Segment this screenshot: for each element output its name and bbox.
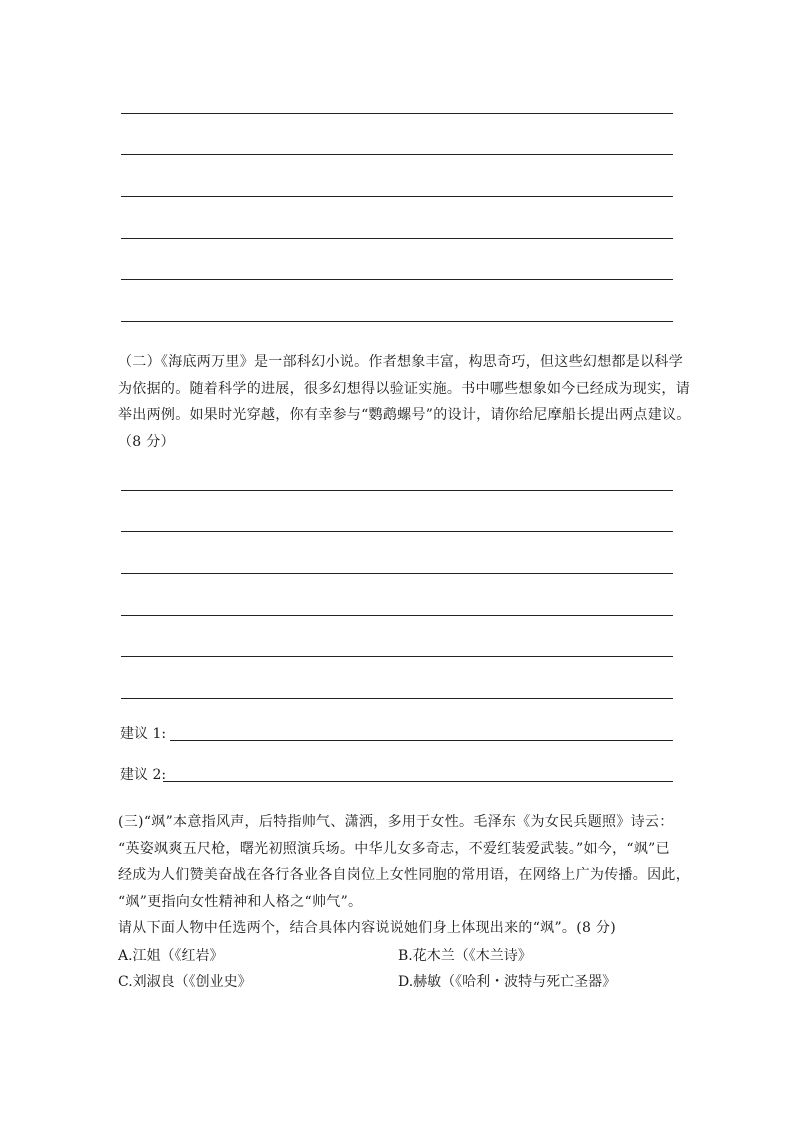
answer-line (121, 113, 673, 114)
question-two-line: 举出两例。如果时光穿越，你有幸参与“鹦鹉螺号”的设计，请你给尼摩船长提出两点建议。 (118, 407, 691, 423)
question-three-line: 经成为人们赞美奋战在各行各业各自岗位上女性同胞的常用语，在网络上广为传播。因此， (118, 867, 690, 883)
option-c: C.刘淑良（《创业史》 (118, 974, 252, 990)
question-three-line: “英姿飒爽五尺枪，曙光初照演兵场。中华儿女多奇志，不爱红装爱武装。”如今，“飒”已 (118, 840, 670, 857)
answer-line (121, 321, 673, 322)
question-two-line: （二）《海底两万里》是一部科幻小说。作者想象丰富，构思奇巧，但这些幻想都是以科学 (118, 354, 683, 370)
answer-line (121, 238, 673, 239)
answer-line (121, 656, 673, 657)
answer-line (121, 154, 673, 155)
question-two-line: （8 分） (118, 433, 175, 450)
answer-line (121, 531, 673, 532)
answer-line (121, 279, 673, 280)
option-b: B.花木兰（《木兰诗》 (398, 948, 532, 964)
answer-line (121, 698, 673, 699)
suggestion-2-line[interactable] (163, 781, 673, 782)
question-three-line: (三)“飒”本意指风声，后特指帅气、潇洒，多用于女性。毛泽东《为女民兵题照》诗云： (118, 814, 674, 830)
question-three-line: “飒”更指向女性精神和人格之“帅气”。 (118, 893, 363, 910)
answer-line (121, 573, 673, 574)
question-two (118, 349, 691, 455)
option-a: A.江姐（《红岩》 (118, 948, 224, 964)
answer-line (121, 490, 673, 491)
answer-line (121, 196, 673, 197)
suggestion-2-label: 建议 2: (120, 767, 167, 783)
question-three (118, 809, 688, 942)
suggestion-1-label: 建议 1: (120, 726, 167, 742)
answer-line (121, 615, 673, 616)
option-d: D.赫敏（《哈利・波特与死亡圣器》 (398, 974, 617, 990)
suggestion-1-line[interactable] (170, 740, 673, 741)
question-two-line: 为依据的。随着科学的进展，很多幻想得以验证实施。书中哪些想象如今已经成为现实，请 (118, 380, 690, 397)
question-three-line: 请从下面人物中任选两个，结合具体内容说说她们身上体现出来的“飒”。(8 分) (118, 920, 616, 936)
